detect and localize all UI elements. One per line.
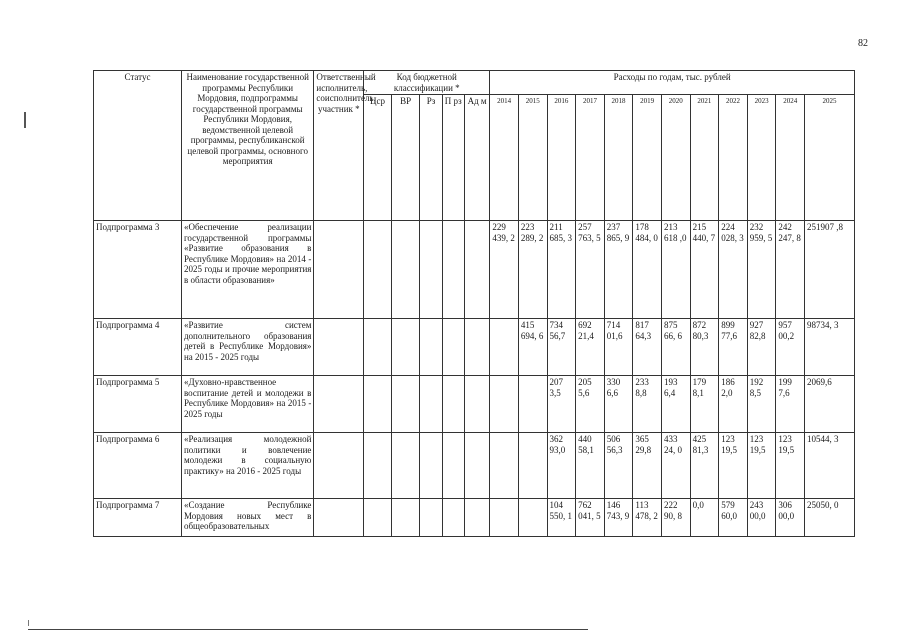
row-value <box>490 433 519 499</box>
row-value: 205 5,6 <box>576 376 605 433</box>
row-value: 872 80,3 <box>690 319 719 376</box>
row-value: 692 21,4 <box>576 319 605 376</box>
row-code-cell <box>364 376 392 433</box>
row-value: 232 959, 5 <box>747 221 776 319</box>
row-code-cell <box>464 433 489 499</box>
row-value: 25050, 0 <box>805 499 855 537</box>
row-value: 123 19,5 <box>719 433 748 499</box>
row-value: 146 743, 9 <box>604 499 633 537</box>
row-value: 817 64,3 <box>633 319 662 376</box>
header-year: 2025 <box>805 95 855 221</box>
row-name: «Развитие систем дополнительного образования детей в Республике Мордовия» на 2015 - 2025 годы <box>181 319 313 376</box>
row-value: 233 8,8 <box>633 376 662 433</box>
row-value: 875 66, 6 <box>661 319 690 376</box>
row-value: 113 478, 2 <box>633 499 662 537</box>
row-value: 362 93,0 <box>547 433 576 499</box>
row-code-cell <box>364 499 392 537</box>
header-year: 2021 <box>690 95 719 221</box>
row-value: 251907 ,8 <box>805 221 855 319</box>
row-responsible <box>314 433 364 499</box>
row-value: 123 19,5 <box>747 433 776 499</box>
row-value: 927 82,8 <box>747 319 776 376</box>
row-value: 186 2,0 <box>719 376 748 433</box>
margin-mark <box>24 112 26 128</box>
row-value: 207 3,5 <box>547 376 576 433</box>
row-code-cell <box>364 221 392 319</box>
header-year: 2020 <box>661 95 690 221</box>
row-value <box>518 376 547 433</box>
row-status: Подпрограмма 6 <box>94 433 182 499</box>
row-code-cell <box>420 319 442 376</box>
row-value: 104 550, 1 <box>547 499 576 537</box>
row-responsible <box>314 221 364 319</box>
header-budget-code: Код бюджетной классификации * <box>364 71 490 95</box>
row-code-cell <box>464 376 489 433</box>
table-row <box>94 376 855 433</box>
table-row <box>94 319 855 376</box>
page-number: 82 <box>858 38 868 49</box>
row-value: 440 58,1 <box>576 433 605 499</box>
row-code-cell <box>420 433 442 499</box>
header-name: Наименование государственной программы Республики Мордовия, подпрограммы государственной программы Республики Мордовия, ведомственной целевой программы, республиканской целевой программы, основного мероприятия <box>181 71 313 221</box>
row-value <box>490 319 519 376</box>
row-value: 257 763, 5 <box>576 221 605 319</box>
row-responsible <box>314 499 364 537</box>
footer-rule <box>28 629 588 630</box>
row-value: 762 041, 5 <box>576 499 605 537</box>
row-code-cell <box>442 433 464 499</box>
row-code-cell <box>420 499 442 537</box>
row-status: Подпрограмма 7 <box>94 499 182 537</box>
row-value: 899 77,6 <box>719 319 748 376</box>
row-code-cell <box>364 319 392 376</box>
table-row <box>94 433 855 499</box>
row-value: 242 247, 8 <box>776 221 805 319</box>
row-value: 213 618 ,0 <box>661 221 690 319</box>
row-value: 330 6,6 <box>604 376 633 433</box>
row-value: 506 56,3 <box>604 433 633 499</box>
row-value: 2069,6 <box>805 376 855 433</box>
header-expenses: Расходы по годам, тыс. рублей <box>490 71 855 95</box>
header-status: Статус <box>94 71 182 221</box>
row-value: 123 19,5 <box>776 433 805 499</box>
row-code-cell <box>391 319 420 376</box>
row-status: Подпрограмма 5 <box>94 376 182 433</box>
row-code-cell <box>464 221 489 319</box>
row-value: 179 8,1 <box>690 376 719 433</box>
margin-tick <box>28 620 29 626</box>
row-value: 365 29,8 <box>633 433 662 499</box>
row-value <box>490 376 519 433</box>
row-value <box>490 499 519 537</box>
header-responsible: Ответственный исполнитель, соисполнитель, участник * <box>314 71 364 221</box>
row-name: «Обеспечение реализации государственной программы «Развитие образования в Республике Мордовия» на 2014 - 2025 годы и прочие мероприятия в области образования» <box>181 221 313 319</box>
header-code-col: Ад м <box>464 95 489 221</box>
row-code-cell <box>391 221 420 319</box>
header-code-col: ВР <box>391 95 420 221</box>
row-value: 211 685, 3 <box>547 221 576 319</box>
header-year: 2015 <box>518 95 547 221</box>
header-year: 2022 <box>719 95 748 221</box>
row-value: 98734, 3 <box>805 319 855 376</box>
row-code-cell <box>420 221 442 319</box>
row-value: 215 440, 7 <box>690 221 719 319</box>
row-value: 243 00,0 <box>747 499 776 537</box>
header-year: 2023 <box>747 95 776 221</box>
row-value: 237 865, 9 <box>604 221 633 319</box>
row-name: «Реализация молодежной политики и вовлечение молодежи в социальную практику» на 2016 - 2025 годы <box>181 433 313 499</box>
header-year: 2016 <box>547 95 576 221</box>
row-responsible <box>314 319 364 376</box>
row-value <box>518 433 547 499</box>
row-value: 425 81,3 <box>690 433 719 499</box>
row-value: 579 60,0 <box>719 499 748 537</box>
row-value: 0,0 <box>690 499 719 537</box>
row-value: 433 24, 0 <box>661 433 690 499</box>
row-code-cell <box>442 221 464 319</box>
row-status: Подпрограмма 3 <box>94 221 182 319</box>
row-code-cell <box>364 433 392 499</box>
row-code-cell <box>464 319 489 376</box>
table-row <box>94 221 855 319</box>
header-year: 2019 <box>633 95 662 221</box>
row-value: 222 90, 8 <box>661 499 690 537</box>
row-code-cell <box>391 433 420 499</box>
row-value: 192 8,5 <box>747 376 776 433</box>
row-code-cell <box>391 499 420 537</box>
header-code-col: Рз <box>420 95 442 221</box>
row-code-cell <box>442 319 464 376</box>
header-year: 2017 <box>576 95 605 221</box>
row-value: 734 56,7 <box>547 319 576 376</box>
row-code-cell <box>464 499 489 537</box>
header-year: 2024 <box>776 95 805 221</box>
row-value: 415 694, 6 <box>518 319 547 376</box>
row-value <box>518 499 547 537</box>
row-value: 10544, 3 <box>805 433 855 499</box>
row-value: 229 439, 2 <box>490 221 519 319</box>
row-value: 224 028, 3 <box>719 221 748 319</box>
budget-table <box>93 70 855 537</box>
row-value: 306 00,0 <box>776 499 805 537</box>
table-body <box>94 221 855 537</box>
row-value: 199 7,6 <box>776 376 805 433</box>
row-code-cell <box>442 499 464 537</box>
row-value: 193 6,4 <box>661 376 690 433</box>
row-name: «Духовно-нравственное воспитание детей и молодежи в Республике Мордовия» на 2015 - 2025 годы <box>181 376 313 433</box>
row-name: «Создание Республике Мордовия новых мест в общеобразовательных <box>181 499 313 537</box>
row-value: 178 484, 0 <box>633 221 662 319</box>
header-year: 2018 <box>604 95 633 221</box>
row-code-cell <box>391 376 420 433</box>
row-value: 957 00,2 <box>776 319 805 376</box>
header-code-col: Цср <box>364 95 392 221</box>
row-responsible <box>314 376 364 433</box>
table-row <box>94 499 855 537</box>
row-code-cell <box>420 376 442 433</box>
header-year: 2014 <box>490 95 519 221</box>
row-value: 714 01,6 <box>604 319 633 376</box>
header-code-col: П рз <box>442 95 464 221</box>
row-status: Подпрограмма 4 <box>94 319 182 376</box>
row-value: 223 289, 2 <box>518 221 547 319</box>
row-code-cell <box>442 376 464 433</box>
